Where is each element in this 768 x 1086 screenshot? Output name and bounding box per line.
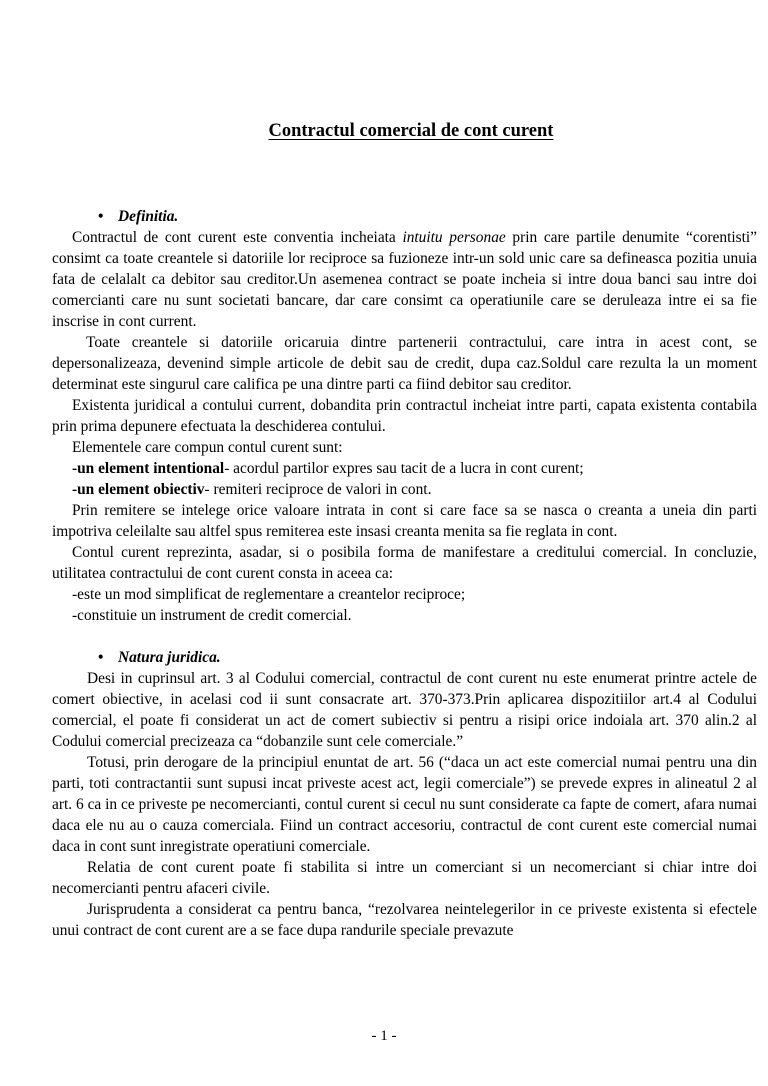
paragraph: Jurisprudenta a considerat ca pentru banca, “rezolvarea neintelegerilor in ce priveste existenta si efectele unui contract de cont curent are a se face dupa randurile speciale prevazute xyxy=(52,901,757,939)
paragraph: Contractul de cont curent este conventia incheiata intuitu personae prin care partile denumite “corentisti” consimt ca toate creantele si datoriile lor reciproce sa fuzioneze intr-un sold unic care sa defineasca pozitia unuia fata de celalalt ca debitor sau creditor.Un asemenea contract se poate incheia si intre doua banci sau intre doi comercianti care nu sunt societati bancare, dar care consimt ca operatiunile care se deruleaza intre ei sa fie inscrise in cont current. xyxy=(52,229,757,330)
bullet-icon: • xyxy=(98,649,104,666)
paragraph: Existenta juridical a contului current, dobandita prin contractul incheiat intre parti, capata existenta contabila prin prima depunere efectuata la deschiderea contului. xyxy=(52,397,757,435)
page-title: Contractul comercial de cont curent xyxy=(268,121,554,141)
paragraph: Toate creantele si datoriile oricaruia dintre partenerii contractului, care intra in acest cont, se depersonalizeaza, devenind simple articole de debit sau de credit, dupa caz.Soldul care rezulta la un moment determinat este singurul care califica pe una dintre parti ca fiind debitor sau creditor. xyxy=(52,334,757,393)
paragraph: Desi in cuprinsul art. 3 al Codului comercial, contractul de cont curent nu este enumerat printre actele de comert obiective, in acelasi cod ii sunt consacrate art. 370-373.Prin aplicarea dispozitiilor art.4 al Codului comercial, el poate fi considerat un act de comert subiectiv si pentru a risipi orice indoiala art. 370 alin.2 al Codului comercial precizeaza ca “dobanzile sunt cele comerciale.” xyxy=(52,670,757,750)
document-body xyxy=(52,206,757,941)
paragraph: Elementele care compun contul curent sunt: xyxy=(72,439,343,456)
list-item: -este un mod simplificat de reglementare a creantelor reciproce; xyxy=(72,586,466,603)
page-number: - 1 - xyxy=(371,1028,397,1044)
list-item: -constituie un instrument de credit comercial. xyxy=(72,607,352,624)
paragraph: Prin remitere se intelege orice valoare intrata in cont si care face sa se nasca o creanta a uneia din parti impotriva celeilalte sau altfel spus remiterea este insasi creanta menita sa fie reglata in cont. xyxy=(52,502,757,540)
list-item: -un element intentional- acordul partilor expres sau tacit de a lucra in cont curent; xyxy=(72,460,584,477)
paragraph: Totusi, prin derogare de la principiul enuntat de art. 56 (“daca un act este comercial numai pentru una din parti, toti contractantii sunt supusi incat priveste acest act, legii comerciale”) se prevede expres in alineatul 2 al art. 6 ca in ce priveste pe necomercianti, contul curent si cecul nu sunt considerate ca fapte de comert, afara numai daca ele nu au o cauza comerciala. Fiind un contract accesoriu, contractul de cont curent este comercial numai daca in cont sunt inregistrate operatiuni comerciale. xyxy=(52,754,757,855)
list-item: -un element obiectiv- remiteri reciproce de valori in cont. xyxy=(72,481,432,498)
paragraph: Contul curent reprezinta, asadar, si o posibila forma de manifestare a creditului comercial. In concluzie, utilitatea contractului de cont curent consta in aceea ca: xyxy=(52,544,757,582)
section-heading-natura-juridica: • Natura juridica. xyxy=(98,649,221,666)
section-heading-definitia: • Definitia. xyxy=(98,208,179,225)
paragraph: Relatia de cont curent poate fi stabilita si intre un comerciant si un necomerciant si chiar intre doi necomercianti pentru afaceri civile. xyxy=(52,859,757,897)
bullet-icon: • xyxy=(98,208,104,225)
